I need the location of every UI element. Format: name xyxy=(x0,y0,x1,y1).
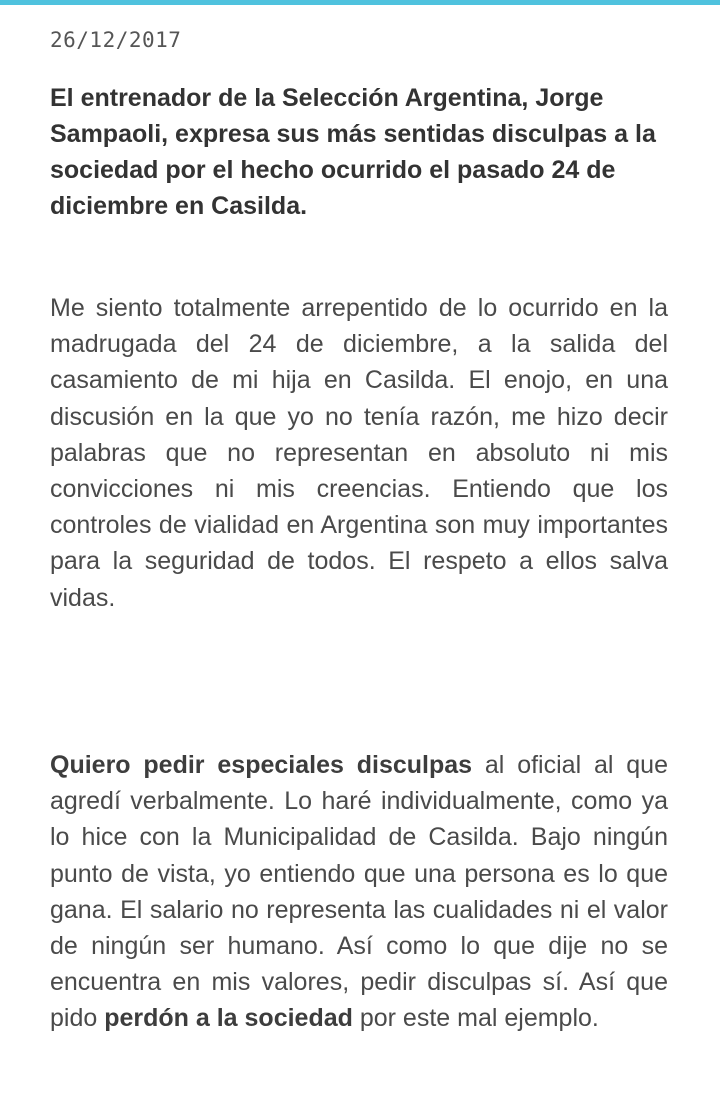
article-paragraph-2 xyxy=(50,747,668,1037)
paragraph-2-end: por este mal ejemplo. xyxy=(352,1004,599,1033)
article-paragraph-1: Me siento totalmente arrepentido de lo ocurrido en la madrugada del 24 de diciembre, a la salida del casamiento de mi hija en Casilda. El enojo, en una discusión en la que yo no tenía razón, me hizo decir palabras que no representan en absoluto ni mis convicciones ni mis creencias. Entiendo que los controles de vialidad en Argentina son muy importantes para la seguridad de todos. El respeto a ellos salva vidas. xyxy=(50,294,668,612)
paragraph-2-bold-end: perdón a la sociedad xyxy=(104,1004,353,1033)
article-headline: El entrenador de la Selección Argentina, Jorge Sampaoli, expresa sus más sentidas disculpas a la sociedad por el hecho ocurrido el pasado 24 de diciembre en Casilda. xyxy=(50,84,656,220)
article-date: 26/12/2017 xyxy=(50,28,182,52)
paragraph-2-middle: al oficial al que agredí verbalmente. Lo haré individualmente, como ya lo hice con la Municipalidad de Casilda. Bajo ningún punto de vista, yo entiendo que una persona es lo que gana. El salario no representa las cualidades ni el valor de ningún ser humano. Así como lo que dije no se encuentra en mis valores, pedir disculpas sí. Así que pido xyxy=(50,751,668,1033)
paragraph-2-bold-start: Quiero pedir especiales disculpas xyxy=(50,751,473,779)
top-accent-bar xyxy=(0,0,720,5)
